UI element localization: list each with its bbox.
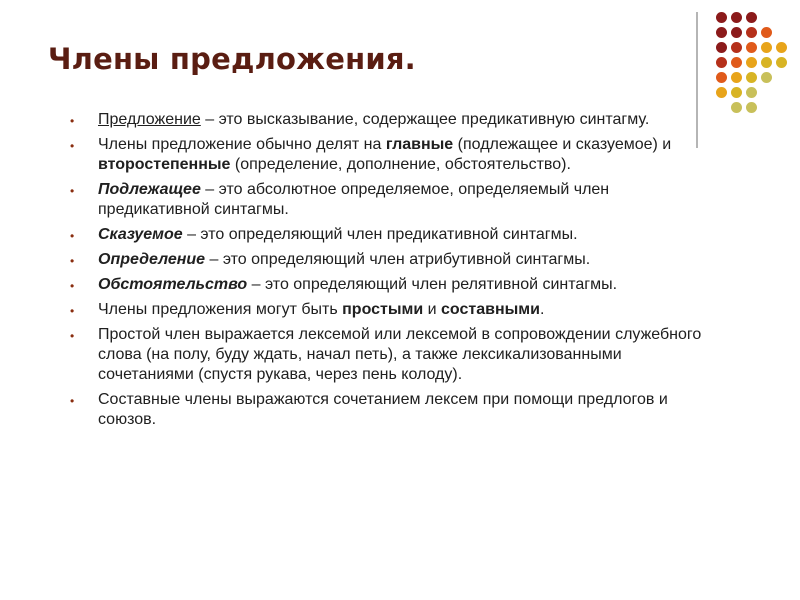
decor-dot: [716, 57, 727, 68]
item-text: .: [539, 301, 545, 318]
decor-dot: [761, 42, 772, 53]
decor-dot: [746, 87, 757, 98]
list-item: [70, 325, 710, 385]
decor-dot: [761, 57, 772, 68]
bullet-dot-icon: •: [70, 139, 75, 153]
item-text: – это определяющий член атрибутивной синтагмы.: [205, 251, 591, 268]
list-item: [70, 275, 710, 295]
decor-dot: [716, 87, 727, 98]
decor-dot: [761, 27, 772, 38]
bold-term: второстепенные: [98, 156, 231, 173]
decor-dot: [776, 57, 787, 68]
decor-dot: [746, 42, 757, 53]
decor-dot: [731, 42, 742, 53]
item-text: – это определяющий член предикативной синтагмы.: [182, 226, 578, 243]
bold-term: главные: [385, 136, 454, 153]
item-text: (определение, дополнение, обстоятельство).: [230, 156, 571, 173]
decor-dot: [746, 27, 757, 38]
decor-dot: [731, 12, 742, 23]
decor-dot: [731, 72, 742, 83]
decor-dot: [716, 27, 727, 38]
list-item: [70, 250, 710, 270]
item-text: (подлежащее и сказуемое) и: [453, 136, 672, 153]
item-text: и: [423, 301, 442, 318]
bullet-dot-icon: •: [70, 114, 75, 128]
term-attribute: Определение: [98, 251, 206, 268]
decor-dot: [716, 12, 727, 23]
decor-dot: [731, 27, 742, 38]
decor-dot: [761, 72, 772, 83]
bullet-dot-icon: •: [70, 184, 75, 198]
bullet-dot-icon: •: [70, 229, 75, 243]
bullet-dot-icon: •: [70, 254, 75, 268]
list-item: [70, 135, 710, 175]
item-text: – это высказывание, содержащее предикативную синтагму.: [200, 111, 650, 128]
bullet-dot-icon: •: [70, 329, 75, 343]
bullet-list: [70, 110, 710, 435]
term-predicate: Сказуемое: [98, 226, 183, 243]
list-item: [70, 225, 710, 245]
list-item: [70, 180, 710, 220]
slide-title: Члены предложения.: [48, 42, 416, 76]
decorative-dot-grid: [710, 12, 790, 132]
term-sentence: Предложение: [98, 111, 201, 128]
bullet-dot-icon: •: [70, 304, 75, 318]
bullet-dot-icon: •: [70, 279, 75, 293]
decor-dot: [731, 102, 742, 113]
decor-dot: [716, 42, 727, 53]
decor-dot: [746, 57, 757, 68]
decor-dot: [731, 87, 742, 98]
decor-dot: [746, 102, 757, 113]
list-item: [70, 110, 710, 130]
item-text: Составные члены выражаются сочетанием лексем при помощи предлогов и союзов.: [98, 391, 668, 428]
item-text: Члены предложения могут быть: [98, 301, 343, 318]
decor-dot: [716, 72, 727, 83]
decor-dot: [746, 12, 757, 23]
decor-dot: [746, 72, 757, 83]
bold-term: составными: [441, 301, 540, 318]
list-item: [70, 300, 710, 320]
list-item: [70, 390, 710, 430]
decor-dot: [776, 42, 787, 53]
item-text: Простой член выражается лексемой или лексемой в сопровождении служебного слова (на полу, буду ждать, начал петь), а также лексикализованными сочетаниями (спустя рукава, через пень колоду).: [98, 326, 702, 383]
term-adverbial: Обстоятельство: [98, 276, 248, 293]
bullet-dot-icon: •: [70, 394, 75, 408]
term-subject: Подлежащее: [98, 181, 201, 198]
bold-term: простыми: [342, 301, 424, 318]
item-text: – это абсолютное определяемое, определяемый член предикативной синтагмы.: [98, 181, 610, 218]
item-text: – это определяющий член релятивной синтагмы.: [247, 276, 618, 293]
decor-dot: [731, 57, 742, 68]
item-text: Члены предложение обычно делят на: [98, 136, 386, 153]
